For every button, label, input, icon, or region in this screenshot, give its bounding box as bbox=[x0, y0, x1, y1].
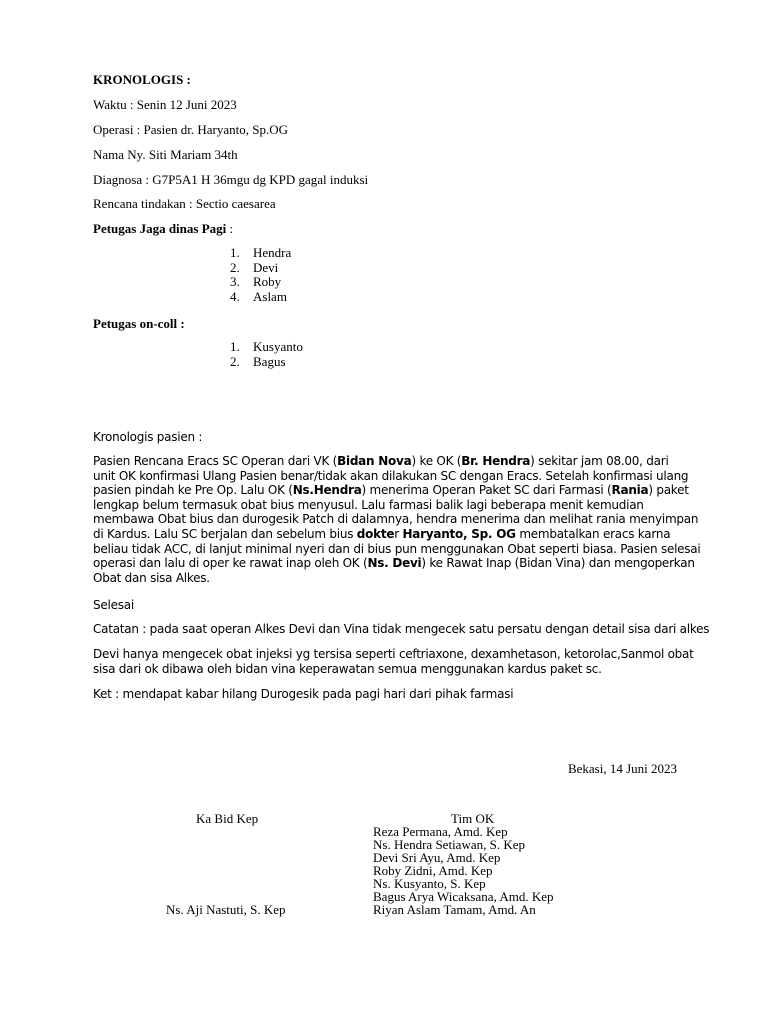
list-item: 1. Kusyanto bbox=[230, 339, 303, 354]
signatory-name: Ns. Kusyanto, S. Kep bbox=[373, 876, 486, 891]
signatory-name: Roby Zidni, Amd. Kep bbox=[373, 863, 493, 878]
selesai-line: Selesai bbox=[93, 598, 134, 612]
nama-line: Nama Ny. Siti Mariam 34th bbox=[93, 147, 238, 162]
devi-paragraph: Devi hanya mengecek obat injeksi yg tersisa seperti ceftriaxone, dexamhetason, ketorolac,Sanmol obat sisa dari ok dibawa oleh bidan vina keperawatan semua menggunakan kardus paket sc. bbox=[93, 647, 694, 676]
petugas-jaga-suffix: : bbox=[226, 221, 234, 236]
petugas-jaga-label: Petugas Jaga dinas Pagi bbox=[93, 221, 227, 236]
left-signature-title: Ka Bid Kep bbox=[196, 811, 259, 826]
list-item: 2. Devi bbox=[230, 259, 279, 275]
list-item: 1. Hendra bbox=[230, 245, 292, 260]
signatory-name: Bagus Arya Wicaksana, Amd. Kep bbox=[373, 889, 554, 904]
petugas-oncall-list bbox=[230, 340, 303, 369]
left-signature-name: Ns. Aji Nastuti, S. Kep bbox=[166, 902, 286, 917]
catatan-line: Catatan : pada saat operan Alkes Devi dan Vina tidak mengecek satu persatu dengan detail sisa dari alkes bbox=[93, 622, 710, 636]
signatory-name: Reza Permana, Amd. Kep bbox=[373, 824, 508, 839]
list-item: 2. Bagus bbox=[230, 353, 286, 369]
signatory-name: Ns. Hendra Setiawan, S. Kep bbox=[373, 837, 525, 852]
kronologis-paragraph: Pasien Rencana Eracs SC Operan dari VK (Bidan Nova) ke OK (Br. Hendra) sekitar jam 08.00, dari unit OK konfirmasi Ulang Pasien benar/tidak akan dilakukan SC dengan Eracs. Setelah konfirmasi ulang pasien pindah ke Pre Op. Lalu OK (Ns.Hendra) menerima Operan Paket SC dari Farmasi (Rania) paket lengkap belum termasuk obat bius menyusul. Lalu farmasi balik lagi beberapa menit kemudian membawa Obat bius dan durogesik Patch di dalamnya, hendra menerima dan melihat rania menyimpan di Kardus. Lalu SC berjalan dan sebelum bius dokter Haryanto, Sp. OG membatalkan eracs karna beliau tidak ACC, di lanjut minimal nyeri dan di bius pun menggunakan Obat seperti biasa. Pasien selesai operasi dan lalu di oper ke rawat inap oleh OK (Ns. Devi) ke Rawat Inap (Bidan Vina) dan mengoperkan Obat dan sisa Alkes. bbox=[93, 454, 701, 585]
signatory-name: Devi Sri Ayu, Amd. Kep bbox=[373, 850, 501, 865]
rencana-line: Rencana tindakan : Sectio caesarea bbox=[93, 196, 276, 211]
petugas-jaga-heading bbox=[93, 221, 233, 236]
right-signature-title: Tim OK bbox=[451, 811, 495, 826]
ket-line: Ket : mendapat kabar hilang Durogesik pada pagi hari dari pihak farmasi bbox=[93, 687, 514, 701]
petugas-oncall-heading: Petugas on-coll : bbox=[93, 316, 185, 331]
operasi-line: Operasi : Pasien dr. Haryanto, Sp.OG bbox=[93, 122, 288, 137]
list-item: 3. Roby bbox=[230, 274, 282, 290]
waktu-line: Waktu : Senin 12 Juni 2023 bbox=[93, 97, 237, 112]
diagnosa-line: Diagnosa : G7P5A1 H 36mgu dg KPD gagal induksi bbox=[93, 172, 369, 187]
petugas-jaga-list bbox=[230, 246, 291, 304]
signatory-name: Riyan Aslam Tamam, Amd. An bbox=[373, 902, 536, 917]
document-title: KRONOLOGIS : bbox=[93, 72, 191, 87]
right-signature-names bbox=[373, 825, 553, 916]
list-item: 4. Aslam bbox=[230, 288, 287, 304]
place-date: Bekasi, 14 Juni 2023 bbox=[567, 761, 677, 776]
kronologis-heading: Kronologis pasien : bbox=[93, 430, 203, 444]
